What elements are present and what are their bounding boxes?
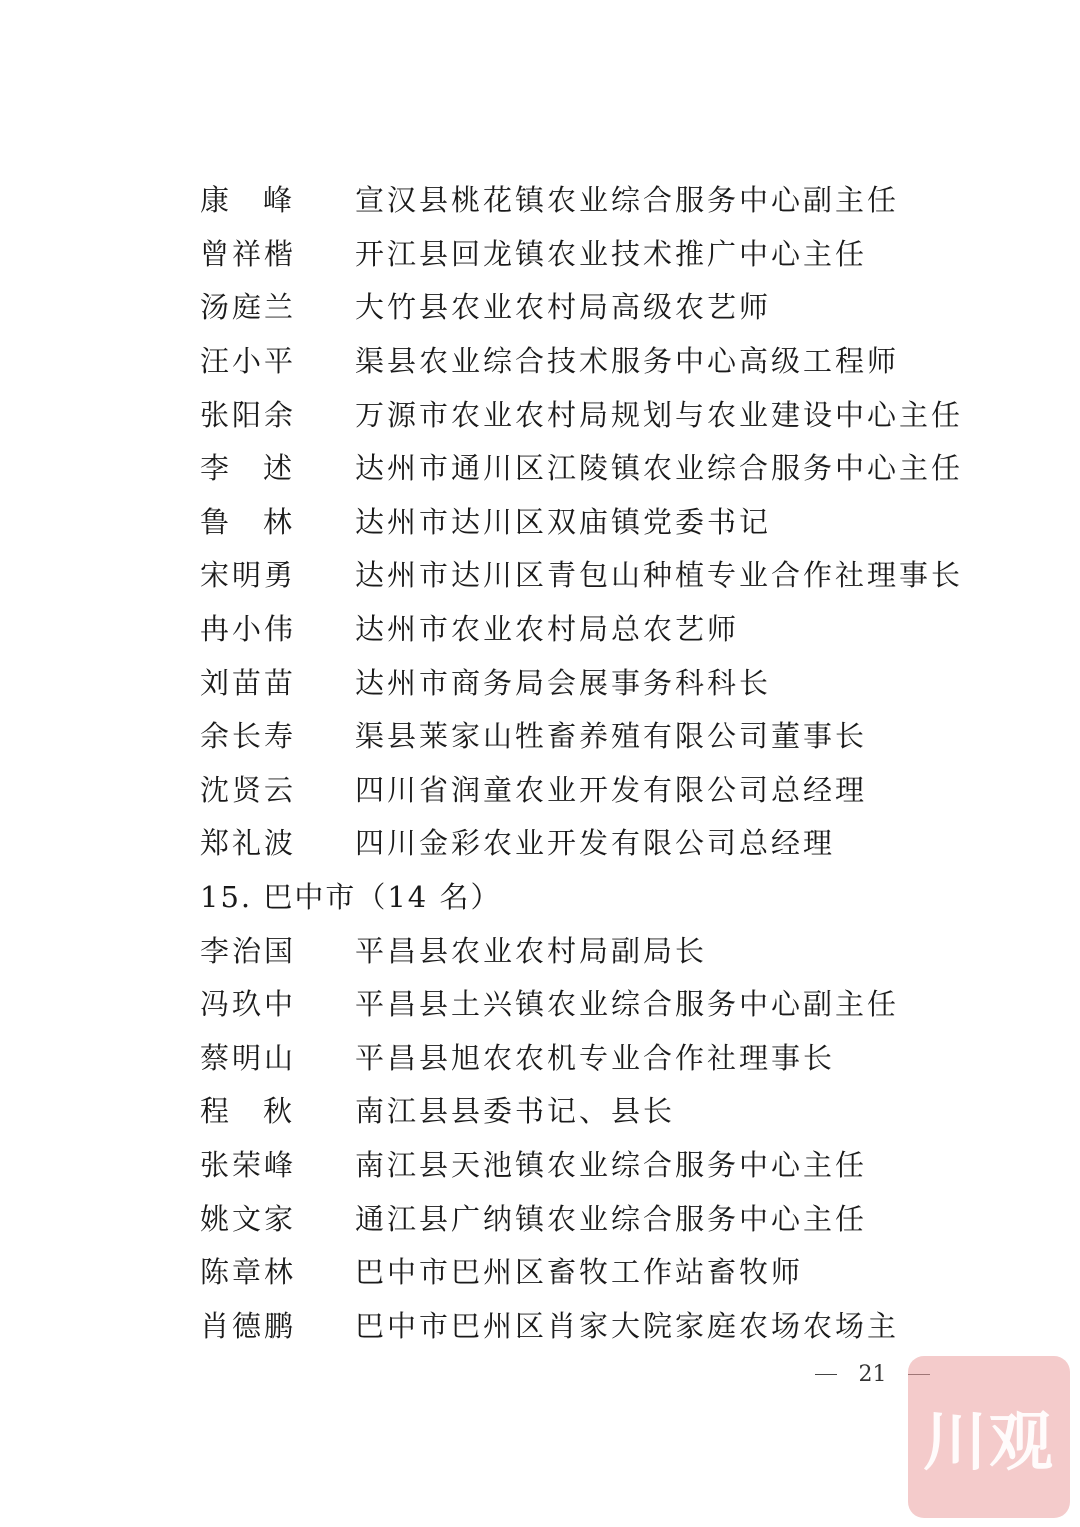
person-title: 通江县广纳镇农业综合服务中心主任 <box>355 1201 868 1236</box>
list-item <box>200 1244 960 1298</box>
list-item <box>200 172 960 226</box>
page-number: 21 <box>858 1362 887 1387</box>
list-item <box>200 494 960 548</box>
person-name <box>200 500 355 541</box>
list-item <box>200 1083 960 1137</box>
person-title: 南江县县委书记、县长 <box>355 1094 676 1129</box>
person-name <box>200 1089 355 1130</box>
name-char: 林 <box>262 504 292 539</box>
person-title: 四川金彩农业开发有限公司总经理 <box>355 826 836 861</box>
person-name: 陈章林 <box>200 1255 297 1290</box>
bottom-entries <box>200 922 960 1351</box>
name-char: 程 <box>200 1094 230 1129</box>
name-char: 李 <box>200 451 230 486</box>
name-char: 述 <box>262 451 292 486</box>
person-name: 曾祥楷 <box>200 236 297 271</box>
list-item <box>200 333 960 387</box>
list-item <box>200 922 960 976</box>
list-item <box>200 815 960 869</box>
person-name: 蔡明山 <box>200 1040 297 1075</box>
person-name: 宋明勇 <box>200 558 297 593</box>
person-name: 张阳余 <box>200 397 297 432</box>
person-title: 四川省润童农业开发有限公司总经理 <box>355 772 868 807</box>
name-char: 鲁 <box>200 504 230 539</box>
list-item <box>200 1030 960 1084</box>
person-title: 达州市商务局会展事务科科长 <box>355 665 772 700</box>
person-name: 汤庭兰 <box>200 290 297 325</box>
person-name: 刘苗苗 <box>200 665 297 700</box>
person-title: 平昌县土兴镇农业综合服务中心副主任 <box>355 987 900 1022</box>
person-title: 渠县农业综合技术服务中心高级工程师 <box>355 344 900 379</box>
list-item <box>200 654 960 708</box>
person-title: 宣汉县桃花镇农业综合服务中心副主任 <box>355 183 900 218</box>
person-title: 达州市达川区青包山种植专业合作社理事长 <box>355 558 964 593</box>
person-title: 巴中市巴州区肖家大院家庭农场农场主 <box>355 1308 900 1343</box>
list-item <box>200 976 960 1030</box>
person-name-spaced <box>200 178 292 219</box>
watermark-logo <box>908 1356 1070 1518</box>
person-name: 郑礼波 <box>200 826 297 861</box>
person-name-spaced <box>200 500 292 541</box>
person-name-spaced <box>200 446 292 487</box>
person-title: 万源市农业农村局规划与农业建设中心主任 <box>355 397 964 432</box>
list-item <box>200 601 960 655</box>
person-name: 汪小平 <box>200 344 297 379</box>
person-name: 张荣峰 <box>200 1147 297 1182</box>
person-name-spaced <box>200 1089 292 1130</box>
name-char: 峰 <box>262 183 292 218</box>
person-title: 开江县回龙镇农业技术推广中心主任 <box>355 236 868 271</box>
name-list <box>200 172 964 1351</box>
person-title: 平昌县农业农村局副局长 <box>355 933 708 968</box>
name-char: 秋 <box>262 1094 292 1129</box>
person-name <box>200 446 355 487</box>
watermark-text: 川观 <box>923 1406 1055 1480</box>
list-item <box>200 440 964 494</box>
person-name: 冉小伟 <box>200 612 297 647</box>
list-item <box>200 762 960 816</box>
person-name <box>200 178 355 219</box>
person-title: 巴中市巴州区畜牧工作站畜牧师 <box>355 1255 804 1290</box>
person-title: 达州市通川区江陵镇农业综合服务中心主任 <box>355 451 964 486</box>
list-item <box>200 1190 960 1244</box>
list-item <box>200 1137 960 1191</box>
person-name: 冯玖中 <box>200 987 297 1022</box>
top-entries <box>200 172 964 869</box>
list-item <box>200 386 964 440</box>
person-title: 平昌县旭农农机专业合作社理事长 <box>355 1040 836 1075</box>
person-title: 达州市达川区双庙镇党委书记 <box>355 504 772 539</box>
list-item <box>200 226 960 280</box>
person-title: 南江县天池镇农业综合服务中心主任 <box>355 1147 868 1182</box>
section-heading: 15. 巴中市（14 名） <box>200 880 502 915</box>
list-item <box>200 279 960 333</box>
list-item <box>200 1297 960 1351</box>
person-name: 姚文家 <box>200 1201 297 1236</box>
person-name: 沈贤云 <box>200 772 297 807</box>
person-title: 渠县莱家山牲畜养殖有限公司董事长 <box>355 719 868 754</box>
left-dash <box>815 1374 837 1375</box>
name-char: 康 <box>200 183 230 218</box>
person-name: 李治国 <box>200 933 297 968</box>
person-name: 余长寿 <box>200 719 297 754</box>
list-item <box>200 547 964 601</box>
person-title: 大竹县农业农村局高级农艺师 <box>355 290 772 325</box>
person-name: 肖德鹏 <box>200 1308 297 1343</box>
list-item <box>200 708 960 762</box>
person-title: 达州市农业农村局总农艺师 <box>355 612 740 647</box>
